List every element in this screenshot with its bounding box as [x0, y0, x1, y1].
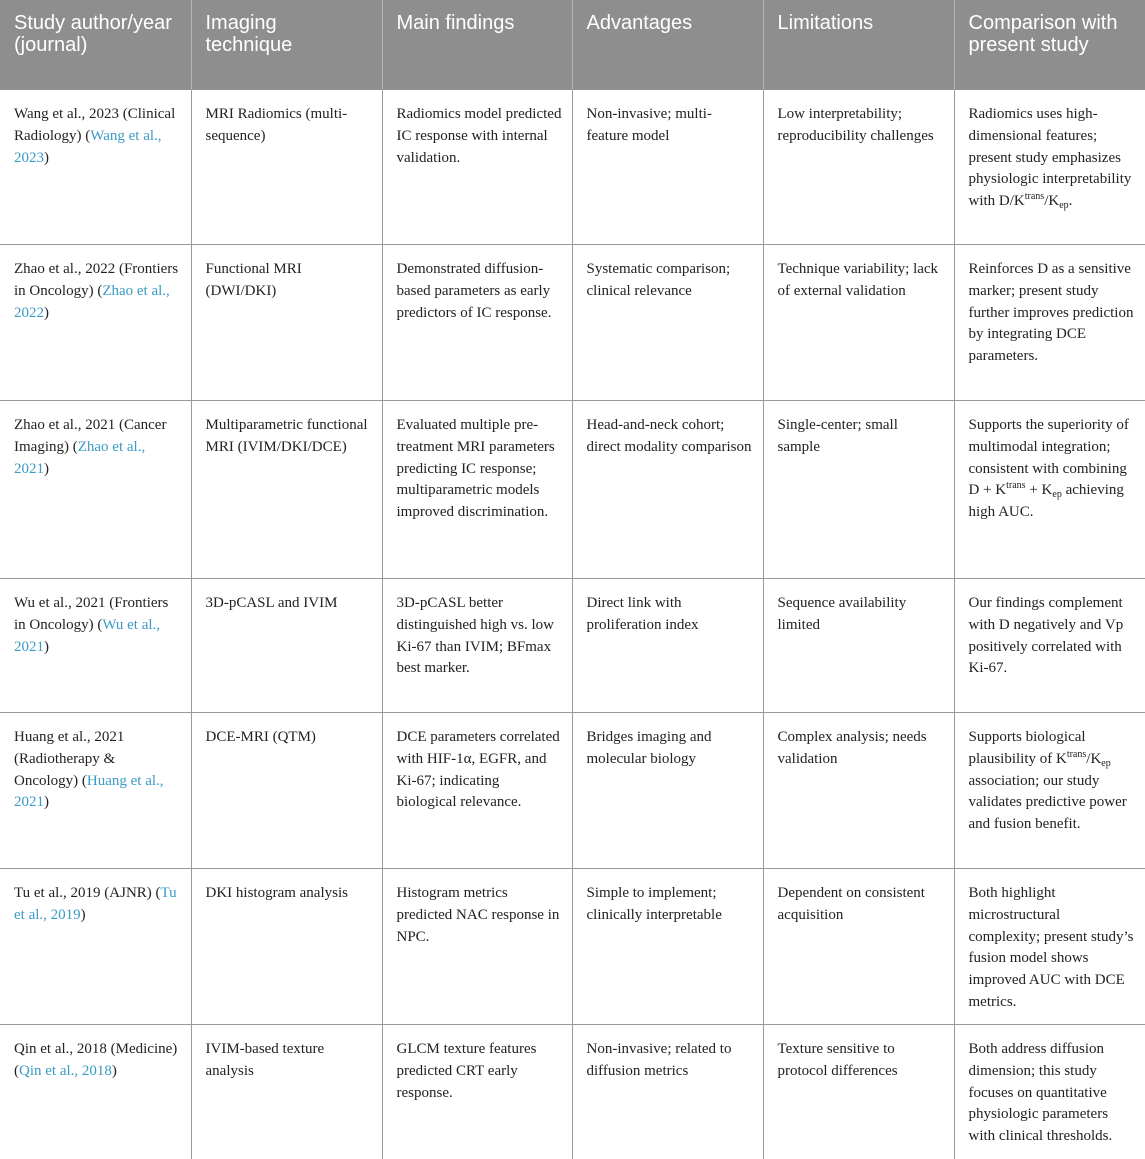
cell-limitations: Dependent on consistent acquisition: [763, 869, 954, 1025]
reference-link[interactable]: Qin et al., 2018: [19, 1063, 112, 1079]
cell-findings: Histogram metrics predicted NAC response in NPC.: [382, 869, 572, 1025]
cell-technique: DKI histogram analysis: [191, 869, 382, 1025]
cell-comparison: Supports the superiority of multimodal integration; consistent with combining $D + K^{trans} + K_{ep}$ achieving high AUC.: [954, 401, 1145, 579]
header-limitations: Limitations: [763, 0, 954, 90]
table-row: [0, 579, 1145, 713]
cell-limitations: Texture sensitive to protocol differences: [763, 1025, 954, 1159]
header-comparison: Comparison with present study: [954, 0, 1145, 90]
table-row: [0, 90, 1145, 245]
header-study: Study author/year (journal): [0, 0, 191, 90]
header-row: [0, 0, 1145, 90]
cell-limitations: Complex analysis; needs validation: [763, 713, 954, 869]
cell-technique: 3D-pCASL and IVIM: [191, 579, 382, 713]
reference-link[interactable]: Huang et al., 2021: [14, 773, 164, 811]
cell-technique: DCE-MRI (QTM): [191, 713, 382, 869]
reference-link[interactable]: Tu et al., 2019: [14, 885, 177, 923]
cell-comparison: Both address diffusion dimension; this study focuses on quantitative physiologic parameters with clinical thresholds.: [954, 1025, 1145, 1159]
cell-advantages: Non-invasive; related to diffusion metrics: [572, 1025, 763, 1159]
header-technique: Imaging technique: [191, 0, 382, 90]
cell-findings: DCE parameters correlated with HIF-1α, EGFR, and Ki-67; indicating biological relevance.: [382, 713, 572, 869]
cell-comparison: Supports biological plausibility of $K^{trans}/K_{ep}$ association; our study validates predictive power and fusion benefit.: [954, 713, 1145, 869]
cell-advantages: Systematic comparison; clinical relevance: [572, 245, 763, 401]
cell-findings: Evaluated multiple pre-treatment MRI parameters predicting IC response; multiparametric models improved discrimination.: [382, 401, 572, 579]
cell-advantages: Bridges imaging and molecular biology: [572, 713, 763, 869]
cell-limitations: Sequence availability limited: [763, 579, 954, 713]
cell-technique: Multiparametric functional MRI (IVIM/DKI/DCE): [191, 401, 382, 579]
header-findings: Main findings: [382, 0, 572, 90]
cell-technique: Functional MRI (DWI/DKI): [191, 245, 382, 401]
cell-comparison: Both highlight microstructural complexity; present study’s fusion model shows improved AUC with DCE metrics.: [954, 869, 1145, 1025]
cell-comparison: Radiomics uses high-dimensional features; present study emphasizes physiologic interpretability with $D/K^{trans}/K_{ep}$.: [954, 90, 1145, 245]
cell-findings: GLCM texture features predicted CRT early response.: [382, 1025, 572, 1159]
cell-advantages: Direct link with proliferation index: [572, 579, 763, 713]
cell-study: Zhao et al., 2021 (Cancer Imaging) (Zhao et al., 2021): [0, 401, 191, 579]
reference-link[interactable]: Zhao et al., 2022: [14, 283, 170, 321]
cell-limitations: Technique variability; lack of external validation: [763, 245, 954, 401]
cell-technique: MRI Radiomics (multi-sequence): [191, 90, 382, 245]
cell-comparison: Our findings complement with D negatively and Vp positively correlated with Ki-67.: [954, 579, 1145, 713]
cell-findings: Demonstrated diffusion-based parameters as early predictors of IC response.: [382, 245, 572, 401]
cell-study: Wang et al., 2023 (Clinical Radiology) (Wang et al., 2023): [0, 90, 191, 245]
cell-study: Huang et al., 2021 (Radiotherapy & Oncology) (Huang et al., 2021): [0, 713, 191, 869]
table-row: [0, 713, 1145, 869]
reference-link[interactable]: Wu et al., 2021: [14, 617, 160, 655]
cell-advantages: Head-and-neck cohort; direct modality comparison: [572, 401, 763, 579]
table-row: [0, 401, 1145, 579]
cell-study: Tu et al., 2019 (AJNR) (Tu et al., 2019): [0, 869, 191, 1025]
table-row: [0, 245, 1145, 401]
cell-comparison: Reinforces D as a sensitive marker; present study further improves prediction by integrating DCE parameters.: [954, 245, 1145, 401]
reference-link[interactable]: Zhao et al., 2021: [14, 439, 145, 477]
table-row: [0, 869, 1145, 1025]
cell-advantages: Simple to implement; clinically interpretable: [572, 869, 763, 1025]
reference-link[interactable]: Wang et al., 2023: [14, 128, 162, 166]
cell-findings: Radiomics model predicted IC response with internal validation.: [382, 90, 572, 245]
cell-limitations: Low interpretability; reproducibility challenges: [763, 90, 954, 245]
cell-advantages: Non-invasive; multi-feature model: [572, 90, 763, 245]
cell-study: Zhao et al., 2022 (Frontiers in Oncology) (Zhao et al., 2022): [0, 245, 191, 401]
cell-technique: IVIM-based texture analysis: [191, 1025, 382, 1159]
cell-study: Qin et al., 2018 (Medicine) (Qin et al., 2018): [0, 1025, 191, 1159]
cell-findings: 3D-pCASL better distinguished high vs. low Ki-67 than IVIM; BFmax best marker.: [382, 579, 572, 713]
table-row: [0, 1025, 1145, 1159]
cell-limitations: Single-center; small sample: [763, 401, 954, 579]
header-advantages: Advantages: [572, 0, 763, 90]
cell-study: Wu et al., 2021 (Frontiers in Oncology) (Wu et al., 2021): [0, 579, 191, 713]
